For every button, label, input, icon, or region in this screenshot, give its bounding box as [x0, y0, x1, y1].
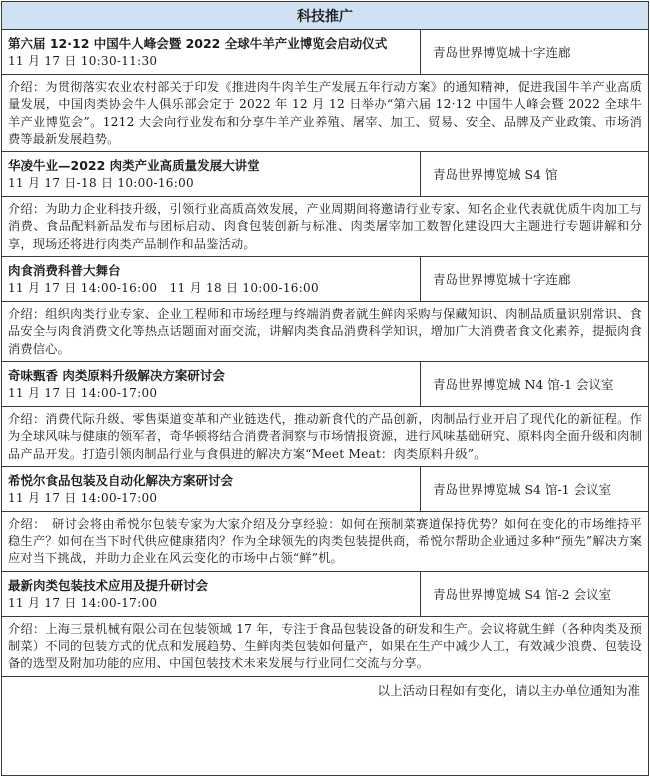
event-intro: 介绍：为助力企业科技升级，引领行业高质高效发展，产业周期间将邀请行业专家、知名企业代表就优质牛肉加工与消费、食品配料新品发布与团标启动、肉食包装创新与标准、肉类屠宰加工数智化建设四大主题进行专题讲解和分享，现场还将进行肉类产品制作和品鉴活动。: [8, 202, 642, 251]
event-time: 11 月 17 日 14:00-17:00: [8, 385, 158, 400]
event-time: 11 月 17 日 14:00-17:00: [8, 595, 158, 610]
event-intro: 介绍：组织肉类行业专家、企业工程师和市场经理与终端消费者就生鲜肉采购与保藏知识、肉制品质量识别常识、食品安全与肉食消费文化等热点话题面对面交流，讲解肉类食品消费科学知识，增加广大消费者食文化素养，提振肉食消费信心。: [8, 307, 642, 356]
event-header-row: [2, 30, 648, 75]
event-intro: 介绍：消费代际升级、零售渠道变革和产业链迭代，推动新食代的产品创新，肉制品行业开启了现代化的新征程。作为全球风味与健康的领军者，奇华顿将结合消费者洞察与市场情报资源，进行风味基础研究、原料肉全面升级和肉制品产品开发。打造引领肉制品行业与食俱进的解决方案“Meet Meat：肉类原料升级”。: [8, 411, 642, 461]
event-intro: 介绍：上海三景机械有限公司在包装领域 17 年，专注于食品包装设备的研发和生产。会议将就生鲜（各种肉类及预制菜）不同的包装方式的优点和发展趋势、生鲜肉类包装如何量产，如果在生产中减少人工，有效减少浪费、包装设备的选型及附加功能的应用、中国包装技术未来发展与行业同仁交流与分享。: [8, 621, 642, 671]
footer-note-text: 以上活动日程如有变化，请以主办单位通知为准: [377, 682, 640, 698]
schedule-table: [1, 1, 649, 776]
event-info-cell: [2, 362, 421, 406]
event-time: 11 月 17 日 14:00-17:00: [8, 490, 158, 505]
event-block-2: [2, 152, 648, 257]
event-block-6: [2, 572, 648, 677]
event-info-cell: [2, 467, 421, 511]
event-title: 最新肉类包装技术应用及提升研讨会: [8, 577, 209, 593]
event-block-3: [2, 257, 648, 362]
event-header-row: [2, 257, 648, 302]
event-title: 希悦尔食品包装及自动化解决方案研讨会: [8, 472, 234, 488]
footer-note: [2, 677, 648, 703]
event-venue: 青岛世界博览城 S4 馆-1 会议室: [433, 481, 612, 497]
event-block-4: [2, 362, 648, 467]
event-venue: 青岛世界博览城 N4 馆-1 会议室: [433, 376, 614, 392]
event-title: 华凌牛业—2022 肉类产业高质量发展大讲堂: [8, 158, 260, 174]
event-info-cell: [2, 572, 421, 616]
event-info-cell: [2, 257, 421, 301]
event-venue: 青岛世界博览城十字连廊: [433, 45, 571, 60]
section-header: [2, 2, 648, 30]
event-intro: 介绍： 研讨会将由希悦尔包装专家为大家介绍及分享经验：如何在预制菜赛道保持优势？如何在变化的市场维持平稳生产？如何在当下时代供应健康猪肉？作为全球领先的肉类包装提供商，希悦尔帮助企业通过多种“预先”解决方案应对当下挑战，并助力企业在风云变化的市场中占领“鲜”机。: [8, 516, 642, 566]
event-header-row: [2, 467, 648, 512]
event-title: 第六届 12·12 中国牛人峰会暨 2022 全球牛羊产业博览会启动仪式: [8, 36, 388, 51]
event-block-5: [2, 467, 648, 572]
event-block-1: [2, 30, 648, 152]
event-info-cell: [2, 30, 421, 74]
event-time: 11 月 17 日-18 日 10:00-16:00: [8, 176, 194, 191]
event-venue: 青岛世界博览城 S4 馆-2 会议室: [433, 586, 612, 602]
event-title: 奇味甄香 肉类原料升级解决方案研讨会: [8, 367, 225, 383]
event-info-cell: [2, 152, 421, 196]
event-intro: 介绍：为贯彻落实农业农村部关于印发《推进肉牛肉羊生产发展五年行动方案》的通知精神，促进我国牛羊产业高质量发展，中国肉类协会牛人俱乐部会定于 2022 年 12 月 12 日举办“第六届 12·12 中国牛人峰会暨 2022 全球牛羊产业博览会”。1212 大会向行业发布和分享牛羊产业养殖、屠宰、加工、贸易、安全、品牌及产业政策、市场消费等最新发展趋势。: [8, 80, 642, 146]
event-venue: 青岛世界博览城 S4 馆: [433, 167, 558, 183]
event-time: 11 月 17 日 14:00-16:00 11 月 18 日 10:00-16:00: [8, 281, 319, 296]
event-header-row: [2, 572, 648, 617]
section-title: 科技推广: [297, 8, 353, 25]
event-header-row: [2, 362, 648, 407]
event-header-row: [2, 152, 648, 197]
event-title: 肉食消费科普大舞台: [8, 263, 121, 279]
event-venue: 青岛世界博览城十字连廊: [433, 272, 571, 288]
event-time: 11 月 17 日 10:30-11:30: [8, 54, 158, 68]
